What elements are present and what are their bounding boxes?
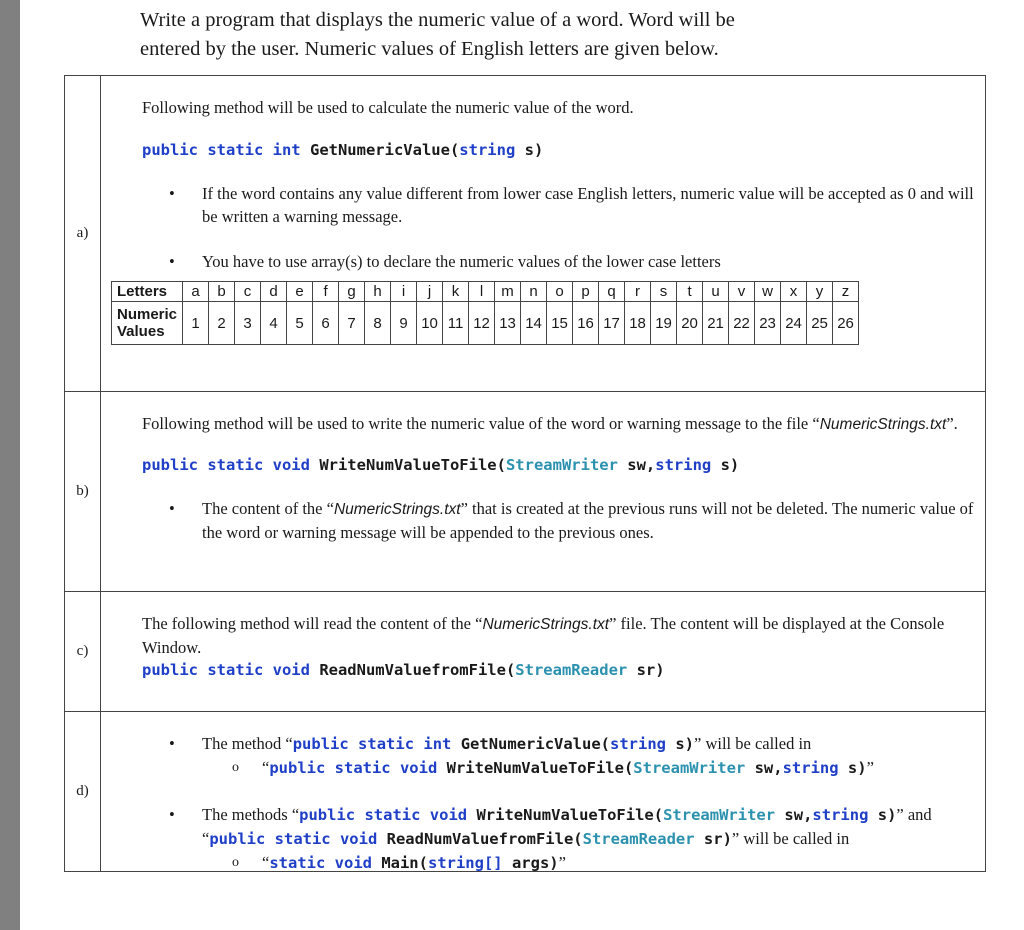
letter-cell: p [573,282,599,302]
value-cell: 16 [573,302,599,345]
value-cell: 25 [807,302,833,345]
value-cell: 4 [261,302,287,345]
letter-cell: q [599,282,625,302]
letter-cell: u [703,282,729,302]
value-cell: 13 [495,302,521,345]
value-cell: 18 [625,302,651,345]
d-sub-1: o “public static void WriteNumValueToFile(StreamWriter sw,string s)” [232,758,874,777]
row-c-content [142,612,977,682]
row-d-content [142,732,977,875]
value-cell: 8 [365,302,391,345]
value-cell: 20 [677,302,703,345]
letter-cell: e [287,282,313,302]
c-description: The following method will read the content of the “NumericStrings.txt” file. The content will be displayed at the Console Window. [142,614,945,657]
letter-cell: s [651,282,677,302]
letter-cell: a [183,282,209,302]
letter-cell: n [521,282,547,302]
row-a [65,76,985,391]
letter-cell: h [365,282,391,302]
row-label-b: b) [65,392,101,591]
value-cell: 14 [521,302,547,345]
value-cell: 11 [443,302,469,345]
value-cell: 9 [391,302,417,345]
a-bullet-2: • You have to use array(s) to declare the numeric values of the lower case letters [169,252,721,271]
value-cell: 6 [313,302,339,345]
row-a-content [142,96,977,273]
letter-cell: l [469,282,495,302]
a-bullet-1: • If the word contains any value different from lower case English letters, numeric value will be accepted as 0 and will be written a warning message. [169,184,974,226]
d-bullet-1: • The method “public static int GetNumericValue(string s)” will be called in [169,734,812,753]
values-row [112,302,859,345]
row-label-a: a) [65,76,101,391]
letter-values-table [111,281,859,345]
letter-cell: c [235,282,261,302]
letter-cell: k [443,282,469,302]
letters-row [112,282,859,302]
value-cell: 7 [339,302,365,345]
values-header: Numeric Values [112,302,183,345]
value-cell: 21 [703,302,729,345]
value-cell: 22 [729,302,755,345]
letter-cell: j [417,282,443,302]
row-label-d: d) [65,712,101,871]
row-label-c: c) [65,592,101,711]
row-b-content [142,412,977,544]
value-cell: 15 [547,302,573,345]
b-description: Following method will be used to write the numeric value of the word or warning message to the file “NumericStrings.txt”. [142,414,958,433]
value-cell: 3 [235,302,261,345]
value-cell: 1 [183,302,209,345]
a-description: Following method will be used to calculate the numeric value of the word. [142,98,634,117]
value-cell: 5 [287,302,313,345]
problem-intro [140,6,980,64]
intro-line-1: Write a program that displays the numeric value of a word. Word will be [140,9,735,31]
letter-cell: d [261,282,287,302]
b-method-signature: public static void WriteNumValueToFile(StreamWriter sw,string s) [142,456,740,474]
a-method-signature: public static int GetNumericValue(string s) [142,141,544,159]
d-sub-2: o “static void Main(string[] args)” [232,853,566,872]
letter-cell: m [495,282,521,302]
letter-cell: i [391,282,417,302]
requirements-table [64,75,986,872]
letter-cell: x [781,282,807,302]
value-cell: 2 [209,302,235,345]
letter-cell: o [547,282,573,302]
letter-cell: v [729,282,755,302]
d-bullet-2: • The methods “public static void WriteNumValueToFile(StreamWriter sw,string s)” and “public static void ReadNumValuefromFile(StreamReader sr)” will be called in [169,805,932,848]
value-cell: 26 [833,302,859,345]
letter-cell: w [755,282,781,302]
row-c [65,591,985,711]
letter-cell: r [625,282,651,302]
letter-cell: z [833,282,859,302]
value-cell: 17 [599,302,625,345]
letter-cell: g [339,282,365,302]
value-cell: 10 [417,302,443,345]
letter-cell: t [677,282,703,302]
letters-header: Letters [112,282,183,302]
row-b [65,391,985,591]
b-bullet: • The content of the “NumericStrings.txt” that is created at the previous runs will not be deleted. The numeric value of the word or warning message will be appended to the previous ones. [169,499,974,542]
left-margin-bar [0,0,20,930]
intro-line-2: entered by the user. Numeric values of English letters are given below. [140,38,719,60]
row-d [65,711,985,871]
value-cell: 12 [469,302,495,345]
letter-cell: b [209,282,235,302]
value-cell: 24 [781,302,807,345]
value-cell: 19 [651,302,677,345]
letter-cell: f [313,282,339,302]
letter-cell: y [807,282,833,302]
c-method-signature: public static void ReadNumValuefromFile(StreamReader sr) [142,661,665,679]
value-cell: 23 [755,302,781,345]
